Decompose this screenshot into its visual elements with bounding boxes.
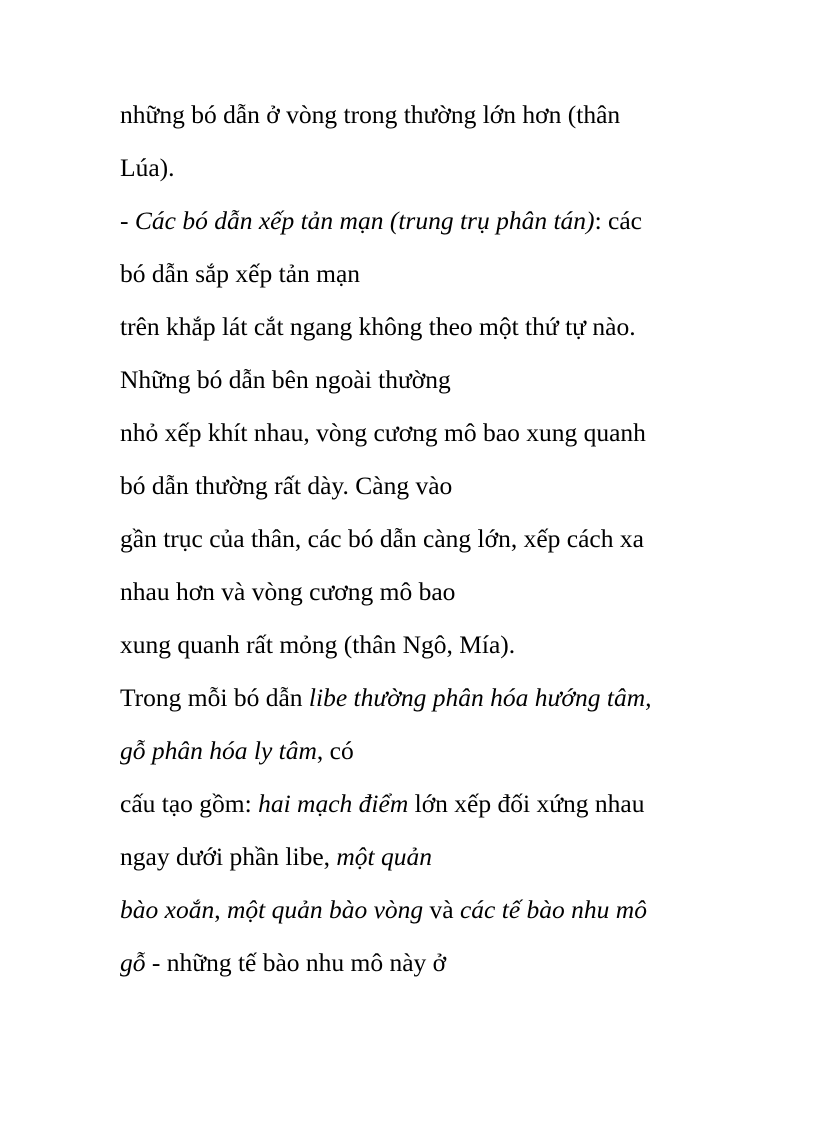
text-segment: : các (594, 206, 642, 235)
text-segment-italic: bào xoắn (120, 895, 215, 924)
text-line (120, 466, 452, 506)
text-line (120, 519, 644, 559)
text-line (120, 678, 652, 718)
text-line (120, 95, 620, 135)
text-line (120, 254, 360, 294)
text-line (120, 572, 455, 612)
text-segment-italic: một quản bào vòng (226, 895, 424, 924)
text-segment: cấu tạo gồm: (120, 789, 259, 818)
text-segment: Lúa). (120, 153, 175, 182)
text-line (120, 837, 432, 877)
text-segment: - (120, 206, 135, 235)
text-line (120, 360, 451, 400)
text-segment: , có (316, 736, 354, 765)
text-line (120, 413, 646, 453)
text-segment: Những bó dẫn bên ngoài thường (120, 365, 451, 394)
text-segment: gần trục của thân, các bó dẫn càng lớn, xếp cách xa (120, 524, 644, 553)
text-segment-italic: hai mạch điểm (258, 789, 409, 818)
text-segment: ngay dưới phần libe, (120, 842, 337, 871)
text-segment: - những tế bào nhu mô này ở (145, 948, 447, 977)
text-segment-italic: một quản (336, 842, 433, 871)
text-line (120, 148, 175, 188)
text-segment: nhỏ xếp khít nhau, vòng cương mô bao xung quanh (120, 418, 646, 447)
text-segment: bó dẫn sắp xếp tản mạn (120, 259, 361, 288)
text-line (120, 625, 515, 665)
text-line (120, 731, 354, 771)
text-segment-italic: gỗ (120, 948, 146, 977)
text-segment-italic: libe thường phân hóa hướng tâm, (308, 683, 652, 712)
text-line (120, 307, 636, 347)
text-line (120, 784, 644, 824)
text-line (120, 890, 647, 930)
text-segment-italic: gỗ phân hóa ly tâm (120, 736, 317, 765)
text-segment: và (423, 895, 460, 924)
text-line (120, 943, 446, 983)
text-segment: lớn xếp đối xứng nhau (408, 789, 645, 818)
text-segment-italic: Các bó dẫn xếp tản mạn (trung trụ phân tán) (134, 206, 595, 235)
text-segment: xung quanh rất mỏng (thân Ngô, Mía). (120, 630, 516, 659)
text-segment: bó dẫn thường rất dày. Càng vào (120, 471, 453, 500)
text-segment: nhau hơn và vòng cương mô bao (120, 577, 456, 606)
text-segment: trên khắp lát cắt ngang không theo một thứ tự nào. (120, 312, 636, 341)
text-segment: Trong mỗi bó dẫn (120, 683, 309, 712)
text-segment: , (214, 895, 227, 924)
text-segment: những bó dẫn ở vòng trong thường lớn hơn (thân (120, 100, 621, 129)
text-line (120, 201, 642, 241)
text-segment-italic: các tế bào nhu mô (459, 895, 647, 924)
